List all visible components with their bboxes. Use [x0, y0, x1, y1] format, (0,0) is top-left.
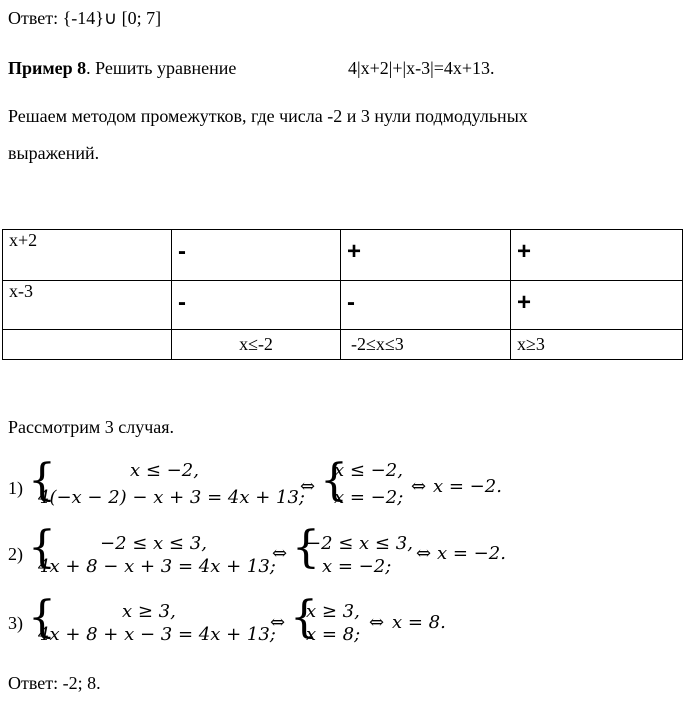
intro-line-1: Решаем методом промежутков, где числа -2 и 3 нули подмодульных — [8, 106, 528, 126]
result-condition: x ≤ −2, — [334, 460, 403, 481]
previous-answer — [8, 9, 161, 27]
left-brace-icon: { — [292, 522, 320, 573]
sign-cell — [172, 230, 341, 281]
example-title: Пример 8 — [8, 58, 87, 78]
row-label: x-3 — [3, 281, 172, 330]
cases-intro: Рассмотрим 3 случая. — [8, 417, 175, 437]
interval-cell: x≤-2 — [172, 330, 341, 360]
system-condition: −2 ≤ x ≤ 3, — [100, 533, 207, 554]
left-brace-icon: { — [28, 455, 56, 506]
case-number: 2) — [8, 544, 23, 564]
result-equation: x = −2; — [322, 556, 392, 577]
sign-cell — [341, 281, 511, 330]
case-result: x = 8. — [392, 612, 446, 633]
case-number: 1) — [8, 478, 23, 498]
result-condition: −2 ≤ x ≤ 3, — [306, 533, 413, 554]
left-brace-icon: { — [28, 522, 56, 573]
sign-cell — [511, 281, 683, 330]
sign-cell — [511, 230, 683, 281]
equivalence-icon: ⇔ — [369, 612, 385, 633]
interval-cell: -2≤x≤3 — [341, 330, 511, 360]
table-row — [3, 330, 683, 360]
sign-cell — [341, 230, 511, 281]
case-result: x = −2. — [433, 476, 502, 497]
example-heading — [8, 59, 236, 77]
system-equation: 4x + 8 + x − 3 = 4x + 13; — [38, 624, 276, 645]
example-equation: 4|x+2|+|x-3|=4x+13. — [348, 58, 495, 78]
sign: + — [517, 289, 532, 316]
equivalence-icon: ⇔ — [272, 543, 288, 564]
sign: - — [347, 289, 355, 316]
sign-cell — [172, 281, 341, 330]
example-task: . Решить уравнение — [86, 58, 237, 78]
answer-value: {-14}∪ [0; 7] — [62, 8, 162, 28]
left-brace-icon: { — [290, 592, 318, 643]
row-label: x+2 — [3, 230, 172, 281]
interval-cell: x≥3 — [511, 330, 683, 360]
system-equation: 4(−x − 2) − x + 3 = 4x + 13; — [38, 487, 305, 508]
sign-table — [2, 229, 683, 360]
system-condition: x ≤ −2, — [130, 460, 199, 481]
result-condition: x ≥ 3, — [306, 601, 360, 622]
left-brace-icon: { — [28, 592, 56, 643]
sign: + — [347, 238, 362, 265]
equivalence-icon: ⇔ — [270, 612, 286, 633]
table-row — [3, 230, 683, 281]
system-equation: 4x + 8 − x + 3 = 4x + 13; — [38, 556, 276, 577]
sign: - — [178, 289, 186, 316]
final-answer: Ответ: -2; 8. — [8, 673, 101, 693]
case-number: 3) — [8, 613, 23, 633]
result-equation: x = 8; — [306, 624, 361, 645]
equivalence-icon: ⇔ — [416, 543, 432, 564]
answer-label: Ответ: — [8, 8, 59, 28]
sign: - — [178, 238, 186, 265]
intro-line-2: выражений. — [8, 143, 100, 163]
empty-cell — [3, 330, 172, 360]
sign: + — [517, 238, 532, 265]
equivalence-icon: ⇔ — [300, 476, 316, 497]
equivalence-icon: ⇔ — [411, 476, 427, 497]
result-equation: x = −2; — [334, 487, 404, 508]
left-brace-icon: { — [320, 455, 348, 506]
case-result: x = −2. — [437, 543, 506, 564]
table-row — [3, 281, 683, 330]
system-condition: x ≥ 3, — [122, 601, 176, 622]
